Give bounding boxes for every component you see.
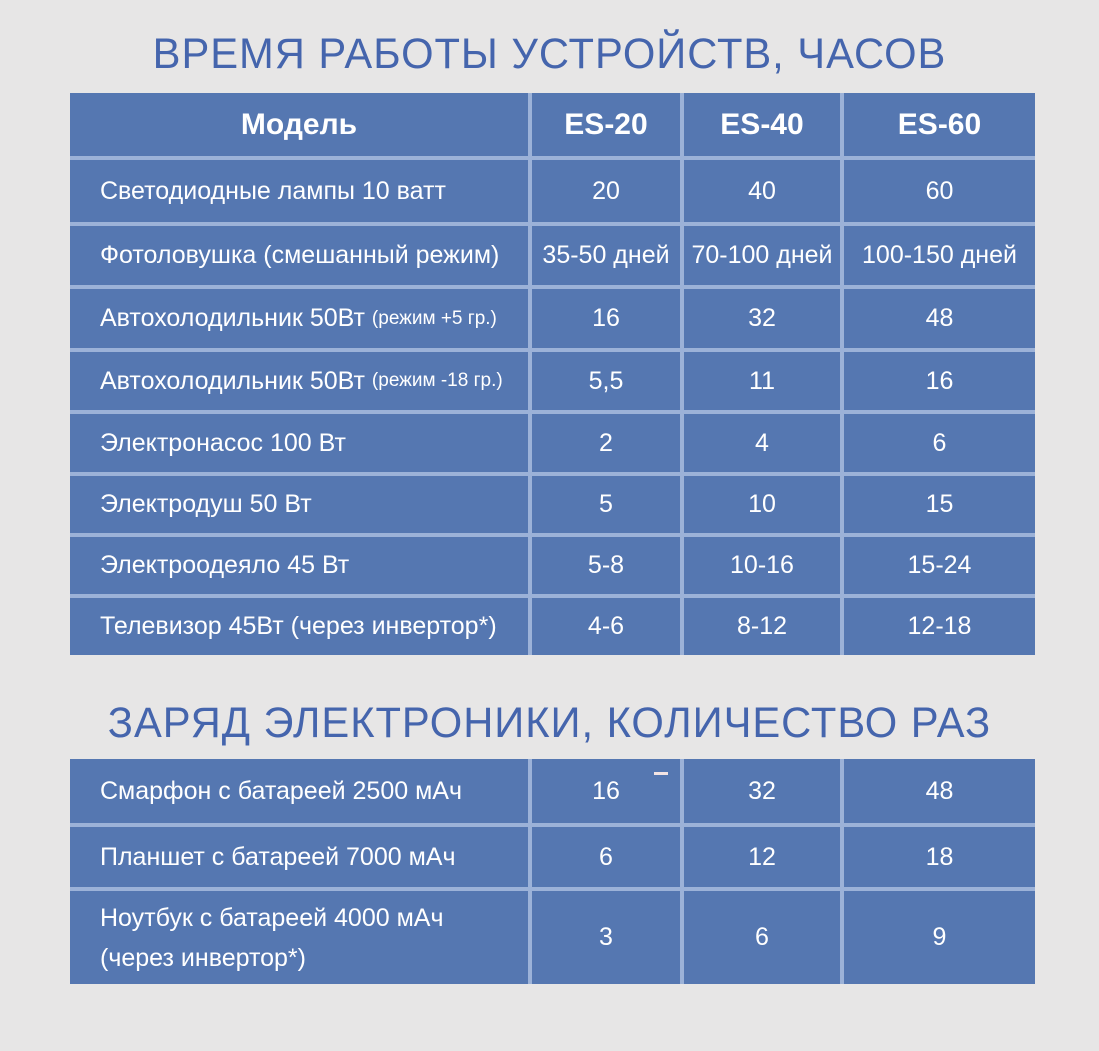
value-cell: 12 (684, 827, 840, 887)
value-cell: 48 (844, 759, 1035, 823)
charge-table (70, 759, 1035, 984)
value-cell: 2 (532, 414, 680, 472)
value-cell: 20 (532, 160, 680, 222)
value-cell: 10 (684, 476, 840, 533)
device-label: Электроодеяло 45 Вт (70, 537, 528, 594)
value-cell: 6 (684, 891, 840, 984)
value-cell: 9 (844, 891, 1035, 984)
value-cell: 15-24 (844, 537, 1035, 594)
value-cell: 5,5 (532, 352, 680, 410)
value-cell: 6 (532, 827, 680, 887)
value-cell: 60 (844, 160, 1035, 222)
stray-underline-mark (654, 772, 668, 775)
header-es-40: ES-40 (684, 93, 840, 156)
device-label: Фотоловушка (смешанный режим) (70, 226, 528, 285)
value-cell: 16 (532, 289, 680, 348)
value-cell: 3 (532, 891, 680, 984)
value-cell: 11 (684, 352, 840, 410)
value-cell: 15 (844, 476, 1035, 533)
value-cell: 32 (684, 759, 840, 823)
value-cell: 4 (684, 414, 840, 472)
value-cell: 5-8 (532, 537, 680, 594)
value-cell: 12-18 (844, 598, 1035, 655)
value-cell: 5 (532, 476, 680, 533)
header-es-60: ES-60 (844, 93, 1035, 156)
device-label: Смарфон с батареей 2500 мАч (70, 759, 528, 823)
header-es-20: ES-20 (532, 93, 680, 156)
device-label: Ноутбук с батареей 4000 мАч (через инвертор*) (70, 891, 528, 984)
value-cell: 40 (684, 160, 840, 222)
value-cell: 4-6 (532, 598, 680, 655)
value-cell: 16 (844, 352, 1035, 410)
header-model: Модель (70, 93, 528, 156)
value-cell: 8-12 (684, 598, 840, 655)
value-cell: 10-16 (684, 537, 840, 594)
value-cell: 6 (844, 414, 1035, 472)
value-cell: 35-50 дней (532, 226, 680, 285)
value-cell: 100-150 дней (844, 226, 1035, 285)
device-label: Светодиодные лампы 10 ватт (70, 160, 528, 222)
device-label-note: (режим -18 гр.) (371, 370, 503, 391)
runtime-table (70, 93, 1035, 655)
value-cell: 70-100 дней (684, 226, 840, 285)
charge-table-title: ЗАРЯД ЭЛЕКТРОНИКИ, КОЛИЧЕСТВО РАЗ (107, 699, 992, 747)
device-label: Электронасос 100 Вт (70, 414, 528, 472)
device-label: Автохолодильник 50Вт (режим +5 гр.) (70, 289, 528, 348)
value-cell: 18 (844, 827, 1035, 887)
device-label-line2: (через инвертор*) (100, 943, 306, 972)
device-label-note: (режим +5 гр.) (371, 307, 497, 329)
value-cell: 32 (684, 289, 840, 348)
device-label: Электродуш 50 Вт (70, 476, 528, 533)
device-label: Планшет с батареей 7000 мАч (70, 827, 528, 887)
runtime-table-title: ВРЕМЯ РАБОТЫ УСТРОЙСТВ, ЧАСОВ (152, 30, 947, 78)
device-label: Автохолодильник 50Вт (режим -18 гр.) (70, 352, 528, 410)
device-label: Телевизор 45Вт (через инвертор*) (70, 598, 528, 655)
value-cell: 48 (844, 289, 1035, 348)
value-cell: 16 (532, 759, 680, 823)
